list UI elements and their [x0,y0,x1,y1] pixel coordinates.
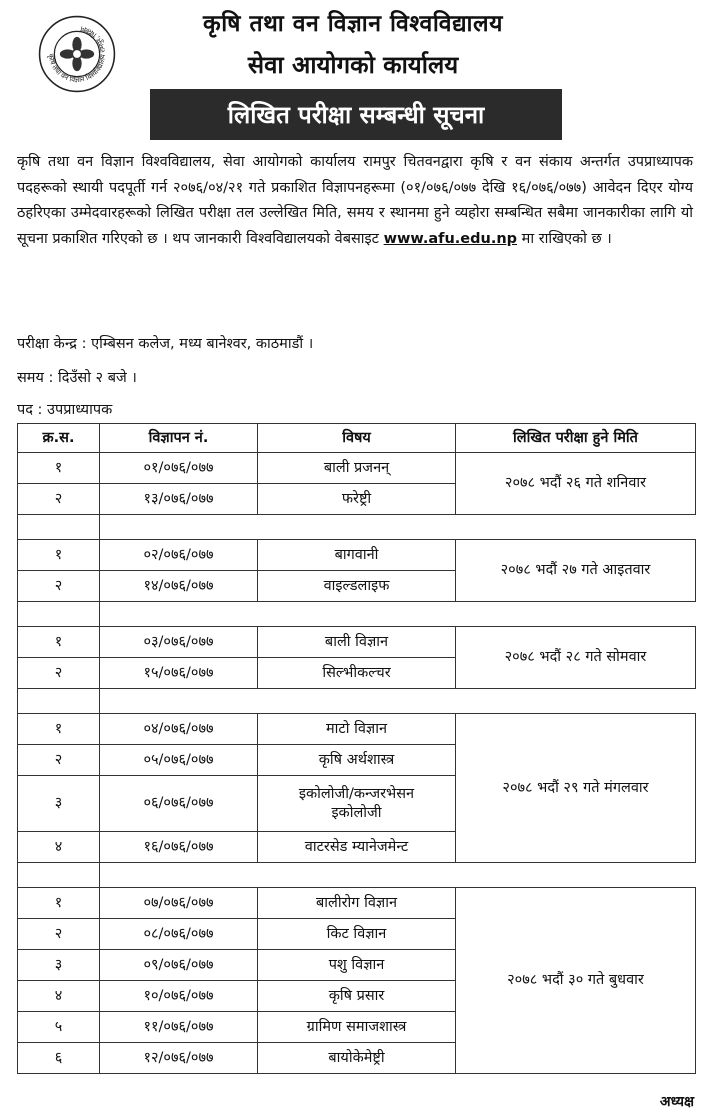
exam-date-cell: २०७८ भदौं ३० गते बुधवार [456,888,696,1074]
exam-date-cell: २०७८ भदौं २७ गते आइतवार [456,540,696,602]
ad-number-cell: ०२/०७६/०७७ [100,540,258,571]
university-name: कृषि तथा वन विज्ञान विश्वविद्यालय [203,11,503,37]
group-separator [18,602,696,627]
website-link[interactable]: www.afu.edu.np [383,230,518,247]
exam-center: परीक्षा केन्द्र : एम्बिसन कलेज, मध्य बानेश्वर, काठमाडौं । [17,336,314,352]
serial-cell: ४ [18,832,100,863]
ad-number-cell: ०६/०७६/०७७ [100,776,258,832]
subject-cell: कृषि प्रसार [258,981,456,1012]
office-name: सेवा आयोगको कार्यालय [247,51,459,79]
signature-title: अध्यक्ष [659,1094,694,1110]
table-row [18,627,696,658]
ad-number-cell: १२/०७६/०७७ [100,1043,258,1074]
serial-cell: ३ [18,950,100,981]
ad-number-cell: १४/०७६/०७७ [100,571,258,602]
notice-body-text-end: मा राखिएको छ । [517,230,612,247]
group-separator [18,515,696,540]
serial-cell: ६ [18,1043,100,1074]
header-subject: विषय [258,424,456,453]
ad-number-cell: १५/०७६/०७७ [100,658,258,689]
notice-title: लिखित परीक्षा सम्बन्धी सूचना [227,101,485,129]
ad-number-cell: ११/०७६/०७७ [100,1012,258,1043]
exam-schedule-table [17,423,696,1074]
serial-cell: १ [18,540,100,571]
ad-number-cell: ०९/०७६/०७७ [100,950,258,981]
subject-cell: कृषि अर्थशास्त्र [258,745,456,776]
serial-cell: २ [18,745,100,776]
subject-cell: फरेष्ट्री [258,484,456,515]
ad-number-cell: ०१/०७६/०७७ [100,453,258,484]
subject-cell: बायोकेमेष्ट्री [258,1043,456,1074]
exam-date-cell: २०७८ भदौं २८ गते सोमवार [456,627,696,689]
serial-cell: २ [18,658,100,689]
exam-date-cell: २०७८ भदौं २९ गते मंगलवार [456,714,696,863]
group-separator [18,689,696,714]
header-ad-number: विज्ञापन नं. [100,424,258,453]
subject-cell: बाली विज्ञान [258,627,456,658]
subject-cell: इकोलोजी/कन्जरभेसन इकोलोजी [258,776,456,832]
serial-cell: १ [18,714,100,745]
ad-number-cell: १०/०७६/०७७ [100,981,258,1012]
table-header-row [18,424,696,453]
logo-text: कृषि तथा वन विज्ञान विश्वविद्यालय रामपुर, चितवन [46,24,108,85]
table-row [18,714,696,745]
subject-cell: ग्रामिण समाजशास्त्र [258,1012,456,1043]
notice-body-text: कृषि तथा वन विज्ञान विश्वविद्यालय, सेवा आयोगको कार्यालय रामपुर चितवनद्वारा कृषि र वन संकाय अन्तर्गत उपप्राध्यापक पदहरूको स्थायी पदपूर्ती गर्न २०७६/०४/२१ गते प्रकाशित विज्ञापनहरूमा (०१/०७६/०७७ देखि १६/०७६/०७७) आवेदन दिएर योग्य ठहरिएका उम्मेदवारहरूको लिखित परीक्षा तल उल्लेखित मिति, समय र स्थानमा हुने व्यहोरा सम्बन्धित सबैमा जानकारीका लागि यो सूचना प्रकाशित गरिएको छ । थप जानकारी विश्वविद्यालयको वेबसाइट [17,154,693,247]
header-exam-date: लिखित परीक्षा हुने मिति [456,424,696,453]
serial-cell: १ [18,627,100,658]
ad-number-cell: १३/०७६/०७७ [100,484,258,515]
subject-cell: बाली प्रजनन् [258,453,456,484]
ad-number-cell: ०८/०७६/०७७ [100,919,258,950]
subject-cell: वाटरसेड म्यानेजमेन्ट [258,832,456,863]
ad-number-cell: ०४/०७६/०७७ [100,714,258,745]
serial-cell: २ [18,484,100,515]
ad-number-cell: ०७/०७६/०७७ [100,888,258,919]
ad-number-cell: ०५/०७६/०७७ [100,745,258,776]
serial-cell: ३ [18,776,100,832]
notice-body [17,150,693,252]
subject-cell: माटो विज्ञान [258,714,456,745]
subject-cell: पशु विज्ञान [258,950,456,981]
subject-cell: बालीरोग विज्ञान [258,888,456,919]
group-separator [18,863,696,888]
subject-cell: किट विज्ञान [258,919,456,950]
serial-cell: ४ [18,981,100,1012]
ad-number-cell: ०३/०७६/०७७ [100,627,258,658]
serial-cell: २ [18,571,100,602]
subject-cell: वाइल्डलाइफ [258,571,456,602]
serial-cell: १ [18,453,100,484]
notice-title-banner [150,89,562,140]
subject-cell: सिल्भीकल्चर [258,658,456,689]
table-row [18,540,696,571]
serial-cell: १ [18,888,100,919]
exam-date-cell: २०७८ भदौं २६ गते शनिवार [456,453,696,515]
table-row [18,888,696,919]
serial-cell: ५ [18,1012,100,1043]
table-row [18,453,696,484]
serial-cell: २ [18,919,100,950]
post-name: पद : उपप्राध्यापक [17,402,113,418]
subject-cell: बागवानी [258,540,456,571]
exam-time: समय : दिउँसो २ बजे । [17,370,137,386]
header-serial: क्र.स. [18,424,100,453]
ad-number-cell: १६/०७६/०७७ [100,832,258,863]
